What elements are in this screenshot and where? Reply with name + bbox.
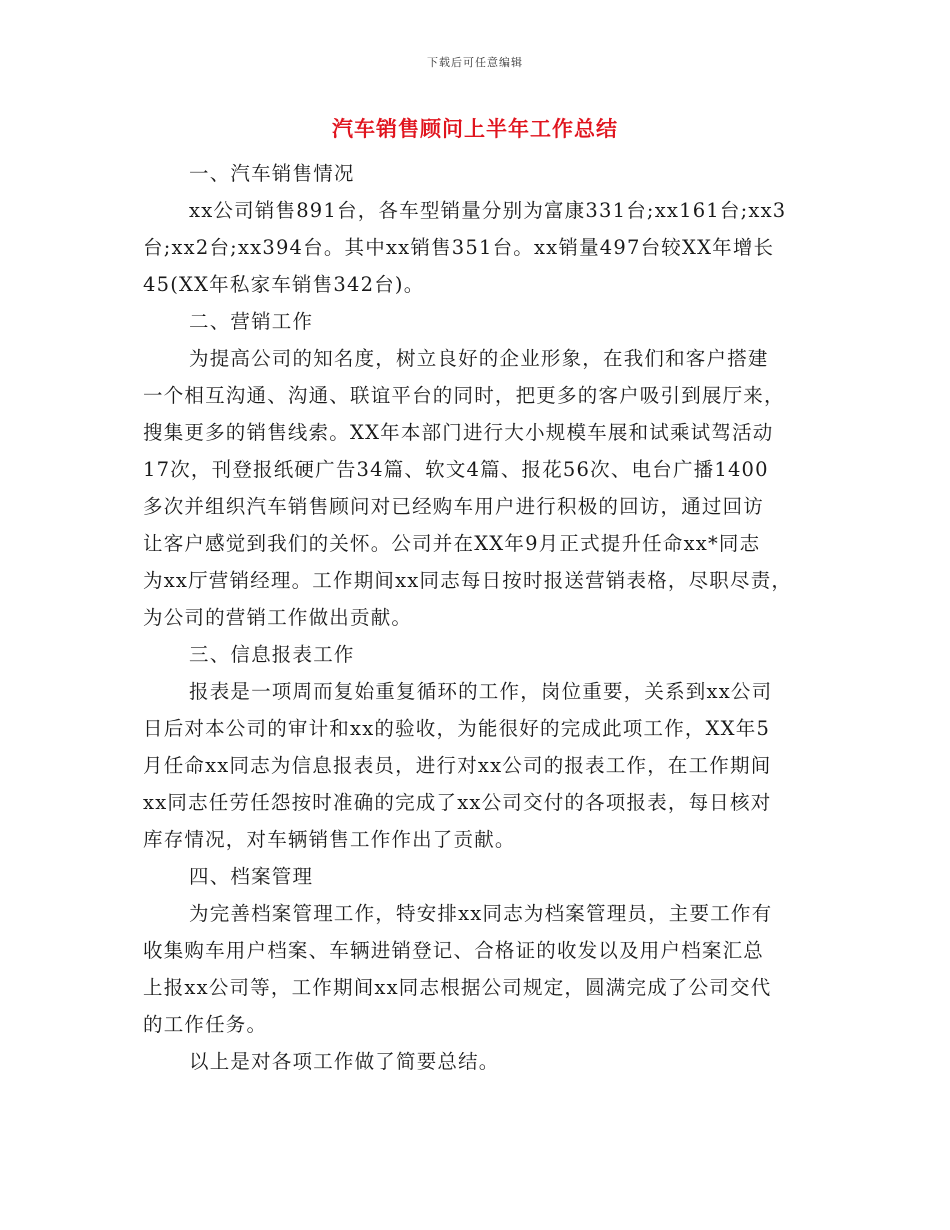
paragraph-line: 收集购车用户档案、车辆进销登记、合格证的收发以及用户档案汇总 [143, 939, 765, 962]
paragraph-line: 日后对本公司的审计和xx的验收，为能很好的完成此项工作，XX年5 [143, 717, 771, 740]
paragraph-line: 17次，刊登报纸硬广告34篇、软文4篇、报花56次、电台广播1400 [143, 458, 769, 481]
section-heading: 三、信息报表工作 [189, 643, 355, 666]
section-heading: 一、汽车销售情况 [189, 162, 355, 185]
paragraph-line: 月任命xx同志为信息报表员，进行对xx公司的报表工作，在工作期间 [143, 754, 772, 777]
paragraph-line: 搜集更多的销售线索。XX年本部门进行大小规模车展和试乘试驾活动 [143, 421, 774, 444]
paragraph-line: 为公司的营销工作做出贡献。 [143, 606, 413, 629]
paragraph-line: 多次并组织汽车销售顾问对已经购车用户进行积极的回访，通过回访 [143, 495, 765, 518]
document-title: 汽车销售顾问上半年工作总结 [332, 117, 618, 141]
closing-line: 以上是对各项工作做了简要总结。 [189, 1050, 500, 1073]
paragraph-line: 上报xx公司等，工作期间xx同志根据公司规定，圆满完成了公司交代 [143, 976, 772, 999]
section-reports [143, 636, 823, 858]
paragraph-line: 报表是一项周而复始重复循环的工作，岗位重要，关系到xx公司 [189, 680, 773, 703]
paragraph-line: 一个相互沟通、沟通、联谊平台的同时，把更多的客户吸引到展厅来， [143, 384, 785, 407]
section-archives [143, 858, 823, 1043]
paragraph-line: xx同志任劳任怨按时准确的完成了xx公司交付的各项报表，每日核对 [143, 791, 772, 814]
header-note: 下载后可任意编辑 [427, 56, 523, 69]
paragraph-line: xx公司销售891台，各车型销量分别为富康331台;xx161台;xx3 [189, 199, 787, 222]
section-heading: 四、档案管理 [189, 865, 314, 888]
document-body [143, 155, 823, 1080]
paragraph-line: 为xx厅营销经理。工作期间xx同志每日按时报送营销表格，尽职尽责， [143, 569, 793, 592]
paragraph-line: 为提高公司的知名度，树立良好的企业形象，在我们和客户搭建 [189, 347, 769, 370]
paragraph-line: 的工作任务。 [143, 1013, 268, 1036]
paragraph-line: 让客户感觉到我们的关怀。公司并在XX年9月正式提升任命xx*同志 [143, 532, 761, 555]
paragraph-line: 45(XX年私家车销售342台)。 [143, 273, 425, 296]
section-sales [143, 155, 823, 303]
section-heading: 二、营销工作 [189, 310, 314, 333]
section-marketing [143, 303, 823, 636]
paragraph-line: 库存情况，对车辆销售工作作出了贡献。 [143, 828, 516, 851]
paragraph-line: 台;xx2台;xx394台。其中xx销售351台。xx销量497台较XX年增长 [143, 236, 775, 259]
paragraph-line: 为完善档案管理工作，特安排xx同志为档案管理员，主要工作有 [189, 902, 773, 925]
